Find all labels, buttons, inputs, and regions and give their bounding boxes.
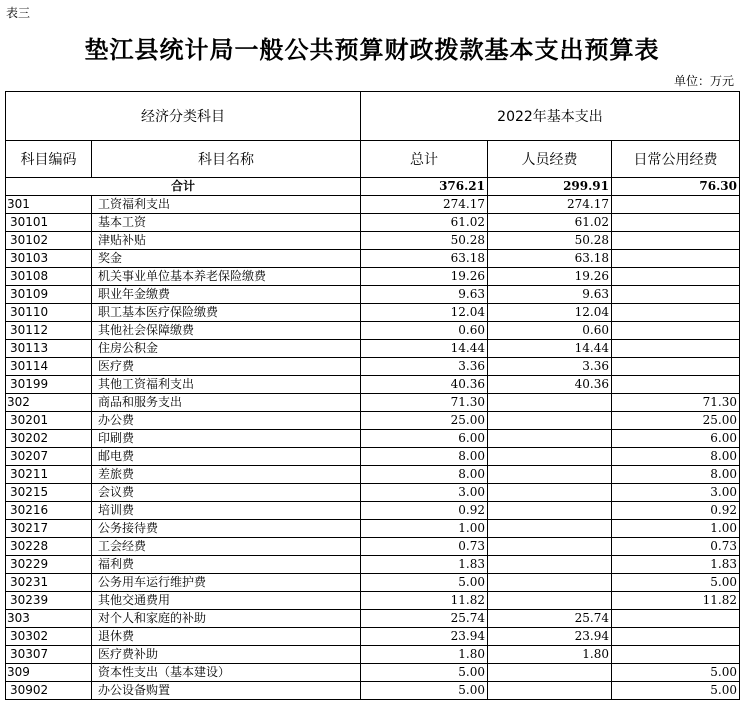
- row-personnel: 3.36: [488, 358, 612, 376]
- row-total: 14.44: [361, 340, 488, 358]
- row-public: [612, 214, 740, 232]
- header-basic-expenditure: 2022年基本支出: [361, 92, 740, 141]
- row-personnel: 25.74: [488, 610, 612, 628]
- row-code: 30108: [6, 268, 92, 286]
- row-public: [612, 646, 740, 664]
- table-row: [6, 610, 740, 628]
- table-row: [6, 574, 740, 592]
- row-name: 会议费: [92, 484, 361, 502]
- row-personnel: [488, 592, 612, 610]
- row-total: 0.92: [361, 502, 488, 520]
- row-name: 邮电费: [92, 448, 361, 466]
- row-code: 30114: [6, 358, 92, 376]
- row-name: 工资福利支出: [92, 196, 361, 214]
- row-total: 12.04: [361, 304, 488, 322]
- table-row: [6, 322, 740, 340]
- header-total: 总计: [361, 141, 488, 178]
- total-label: 合计: [6, 178, 361, 196]
- total-public: 76.30: [612, 178, 740, 196]
- row-name: 商品和服务支出: [92, 394, 361, 412]
- row-name: 培训费: [92, 502, 361, 520]
- table-row: [6, 448, 740, 466]
- row-name: 医疗费: [92, 358, 361, 376]
- row-name: 医疗费补助: [92, 646, 361, 664]
- row-code: 30103: [6, 250, 92, 268]
- row-total: 1.83: [361, 556, 488, 574]
- row-public: 25.00: [612, 412, 740, 430]
- row-code: 302: [6, 394, 92, 412]
- row-code: 30211: [6, 466, 92, 484]
- row-public: 1.00: [612, 520, 740, 538]
- header-name: 科目名称: [92, 141, 361, 178]
- unit-label: 单位：万元: [673, 74, 734, 88]
- row-code: 30110: [6, 304, 92, 322]
- row-public: 5.00: [612, 664, 740, 682]
- row-personnel: [488, 664, 612, 682]
- row-personnel: [488, 520, 612, 538]
- row-name: 退休费: [92, 628, 361, 646]
- row-code: 30217: [6, 520, 92, 538]
- table-row: [6, 250, 740, 268]
- row-total: 61.02: [361, 214, 488, 232]
- row-code: 30307: [6, 646, 92, 664]
- row-public: 0.73: [612, 538, 740, 556]
- row-personnel: [488, 682, 612, 700]
- row-public: [612, 322, 740, 340]
- row-total: 1.80: [361, 646, 488, 664]
- row-code: 30109: [6, 286, 92, 304]
- row-code: 30216: [6, 502, 92, 520]
- table-row: [6, 502, 740, 520]
- row-public: 0.92: [612, 502, 740, 520]
- table-row: [6, 628, 740, 646]
- table-row: [6, 556, 740, 574]
- row-name: 办公设备购置: [92, 682, 361, 700]
- row-public: [612, 628, 740, 646]
- row-total: 5.00: [361, 574, 488, 592]
- row-total: 9.63: [361, 286, 488, 304]
- table-row: [6, 358, 740, 376]
- row-public: 11.82: [612, 592, 740, 610]
- row-public: [612, 358, 740, 376]
- row-personnel: 12.04: [488, 304, 612, 322]
- row-total: 71.30: [361, 394, 488, 412]
- row-name: 公务接待费: [92, 520, 361, 538]
- row-total: 3.00: [361, 484, 488, 502]
- row-total: 8.00: [361, 448, 488, 466]
- row-code: 30228: [6, 538, 92, 556]
- row-personnel: 23.94: [488, 628, 612, 646]
- header-column-row: [6, 141, 740, 178]
- table-row: [6, 232, 740, 250]
- total-personnel: 299.91: [488, 178, 612, 196]
- table-row: [6, 664, 740, 682]
- row-code: 301: [6, 196, 92, 214]
- row-name: 工会经费: [92, 538, 361, 556]
- row-code: 309: [6, 664, 92, 682]
- table-row: [6, 430, 740, 448]
- row-code: 30229: [6, 556, 92, 574]
- row-personnel: [488, 466, 612, 484]
- table-row: [6, 214, 740, 232]
- row-code: 30113: [6, 340, 92, 358]
- row-name: 差旅费: [92, 466, 361, 484]
- table-row: [6, 592, 740, 610]
- row-public: [612, 340, 740, 358]
- row-personnel: 61.02: [488, 214, 612, 232]
- page-title: 垫江县统计局一般公共预算财政拨款基本支出预算表: [84, 35, 660, 64]
- row-personnel: 274.17: [488, 196, 612, 214]
- row-code: 30207: [6, 448, 92, 466]
- row-personnel: 19.26: [488, 268, 612, 286]
- row-personnel: [488, 574, 612, 592]
- row-code: 30112: [6, 322, 92, 340]
- row-personnel: [488, 430, 612, 448]
- row-code: 30101: [6, 214, 92, 232]
- row-name: 基本工资: [92, 214, 361, 232]
- row-code: 303: [6, 610, 92, 628]
- header-personnel: 人员经费: [488, 141, 612, 178]
- row-name: 办公费: [92, 412, 361, 430]
- row-name: 资本性支出（基本建设）: [92, 664, 361, 682]
- row-total: 5.00: [361, 682, 488, 700]
- row-total: 0.73: [361, 538, 488, 556]
- header-economic-category: 经济分类科目: [6, 92, 361, 141]
- row-code: 30902: [6, 682, 92, 700]
- row-public: [612, 250, 740, 268]
- row-name: 住房公积金: [92, 340, 361, 358]
- row-personnel: [488, 556, 612, 574]
- header-public: 日常公用经费: [612, 141, 740, 178]
- row-total: 50.28: [361, 232, 488, 250]
- row-total: 274.17: [361, 196, 488, 214]
- table-row: [6, 538, 740, 556]
- table-row: [6, 304, 740, 322]
- row-code: 30215: [6, 484, 92, 502]
- row-public: [612, 286, 740, 304]
- row-public: 1.83: [612, 556, 740, 574]
- table-row: [6, 394, 740, 412]
- row-name: 机关事业单位基本养老保险缴费: [92, 268, 361, 286]
- row-name: 奖金: [92, 250, 361, 268]
- row-name: 对个人和家庭的补助: [92, 610, 361, 628]
- row-name: 其他工资福利支出: [92, 376, 361, 394]
- row-public: [612, 232, 740, 250]
- row-total: 1.00: [361, 520, 488, 538]
- row-public: 8.00: [612, 466, 740, 484]
- row-name: 津贴补贴: [92, 232, 361, 250]
- row-total: 11.82: [361, 592, 488, 610]
- row-public: [612, 304, 740, 322]
- table-row: [6, 466, 740, 484]
- header-group-row: [6, 92, 740, 141]
- row-name: 职业年金缴费: [92, 286, 361, 304]
- row-name: 职工基本医疗保险缴费: [92, 304, 361, 322]
- table-row: [6, 196, 740, 214]
- header-code: 科目编码: [6, 141, 92, 178]
- row-personnel: [488, 448, 612, 466]
- row-total: 19.26: [361, 268, 488, 286]
- row-total: 5.00: [361, 664, 488, 682]
- row-personnel: 40.36: [488, 376, 612, 394]
- row-code: 30102: [6, 232, 92, 250]
- row-total: 63.18: [361, 250, 488, 268]
- row-total: 25.00: [361, 412, 488, 430]
- table-row: [6, 286, 740, 304]
- table-row: [6, 376, 740, 394]
- row-personnel: [488, 502, 612, 520]
- row-personnel: 14.44: [488, 340, 612, 358]
- row-code: 30202: [6, 430, 92, 448]
- total-total: 376.21: [361, 178, 488, 196]
- row-public: [612, 610, 740, 628]
- table-row: [6, 340, 740, 358]
- row-code: 30201: [6, 412, 92, 430]
- row-public: [612, 196, 740, 214]
- total-row: [6, 178, 740, 196]
- row-public: [612, 268, 740, 286]
- row-public: 5.00: [612, 574, 740, 592]
- table-row: [6, 412, 740, 430]
- table-row: [6, 646, 740, 664]
- row-total: 25.74: [361, 610, 488, 628]
- budget-table: [5, 91, 740, 700]
- row-personnel: 9.63: [488, 286, 612, 304]
- row-total: 8.00: [361, 466, 488, 484]
- row-personnel: 0.60: [488, 322, 612, 340]
- table-row: [6, 268, 740, 286]
- row-name: 其他社会保障缴费: [92, 322, 361, 340]
- row-total: 23.94: [361, 628, 488, 646]
- row-public: 6.00: [612, 430, 740, 448]
- row-name: 公务用车运行维护费: [92, 574, 361, 592]
- row-personnel: [488, 484, 612, 502]
- row-total: 6.00: [361, 430, 488, 448]
- row-name: 福利费: [92, 556, 361, 574]
- row-personnel: [488, 538, 612, 556]
- row-personnel: [488, 412, 612, 430]
- row-total: 0.60: [361, 322, 488, 340]
- row-code: 30231: [6, 574, 92, 592]
- row-personnel: 50.28: [488, 232, 612, 250]
- row-total: 3.36: [361, 358, 488, 376]
- row-personnel: 63.18: [488, 250, 612, 268]
- row-personnel: [488, 394, 612, 412]
- row-name: 其他交通费用: [92, 592, 361, 610]
- row-code: 30199: [6, 376, 92, 394]
- row-code: 30302: [6, 628, 92, 646]
- table-row: [6, 520, 740, 538]
- table-row: [6, 484, 740, 502]
- row-personnel: 1.80: [488, 646, 612, 664]
- table-row: [6, 682, 740, 700]
- row-public: 8.00: [612, 448, 740, 466]
- row-public: 3.00: [612, 484, 740, 502]
- row-public: [612, 376, 740, 394]
- table-label: 表三: [6, 6, 31, 20]
- row-public: 5.00: [612, 682, 740, 700]
- row-code: 30239: [6, 592, 92, 610]
- row-public: 71.30: [612, 394, 740, 412]
- row-total: 40.36: [361, 376, 488, 394]
- row-name: 印刷费: [92, 430, 361, 448]
